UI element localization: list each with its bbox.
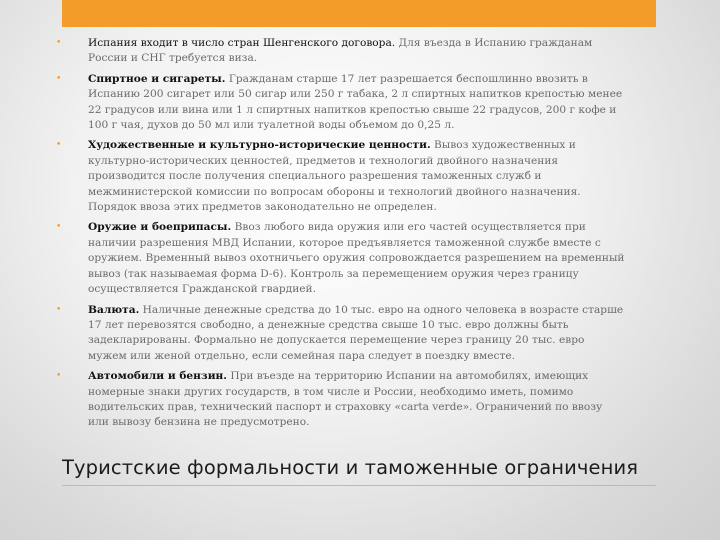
bullet-item-cars [52,369,626,431]
title-underline [62,485,656,486]
slide-title: Туристские формальности и таможенные ограничения [62,456,639,479]
bullet-text: Наличные денежные средства до 10 тыс. евро на одного человека в возрасте старше 17 лет перевозятся свободно, а денежные средства свыше 10 тыс. евро должны быть задекларированы. Формально не допускается перемещение через границу 20 тыс. евро мужем или женой отдельно, если семейная пара следует в поездку вместе. [88,303,624,362]
bullet-item-visa [52,36,626,67]
bullet-lead: Испания входит в число стран Шенгенского договора. [88,37,396,49]
bullet-text: Вывоз художественных и культурно-исторических ценностей, предметов и технологий двойного назначения производится после получения специального разрешения таможенных служб и межминистерской комиссии по вопросам обороны и технологий двойного назначения. Порядок ввоза этих предметов законодательно не определен. [88,139,581,214]
bullet-item-alcohol [52,72,626,134]
bullet-text: Ввоз любого вида оружия или его частей осуществляется при наличии разрешения МВД Испании, которое предъявляется таможенной службе вместе с оружием. Временный вывоз охотничьего оружия сопровождается разрешением на временный вывоз (так называемая форма D-6). Контроль за перемещением оружия через границу осуществляется Гражданской гвардией. [88,221,625,296]
bullet-dot-icon: • [56,304,62,315]
bullet-text: Гражданам старше 17 лет разрешается беспошлинно ввозить в Испанию 200 сигарет или 50 сигар или 250 г табака, 2 л спиртных напитков крепостью менее 22 градусов или вина или 1 л спиртных напитков крепостью свыше 22 градусов, 200 г кофе и 100 г чая, духов до 50 мл или туалетной воды объемом до 0,25 л. [88,72,623,132]
bullet-dot-icon: • [56,38,62,48]
bullet-item-art [52,138,626,215]
bullet-lead: Спиртное и сигареты. [88,72,226,85]
bullet-list [52,36,626,436]
bullet-dot-icon: • [56,140,62,151]
accent-top-bar [62,0,656,27]
bullet-text: Для въезда в Испанию гражданам России и СНГ требуется виза. [88,37,593,65]
bullet-dot-icon: • [56,73,62,84]
bullet-lead: Художественные и культурно-исторические ценности. [88,139,431,152]
bullet-lead: Оружие и боеприпасы. [88,221,232,234]
bullet-text: При въезде на территорию Испании на автомобилях, имеющих номерные знаки других государств, в том числе и России, необходимо иметь, помимо водительских прав, технический паспорт и страховку «carta verde». Ограничений по ввозу или вывозу бензина не предусмотрено. [88,370,603,429]
bullet-lead: Автомобили и бензин. [88,370,227,383]
bullet-dot-icon: • [56,371,62,382]
bullet-item-weapons [52,220,626,297]
bullet-lead: Валюта. [88,303,140,316]
bullet-dot-icon: • [56,222,62,233]
bullet-item-currency [52,303,626,365]
